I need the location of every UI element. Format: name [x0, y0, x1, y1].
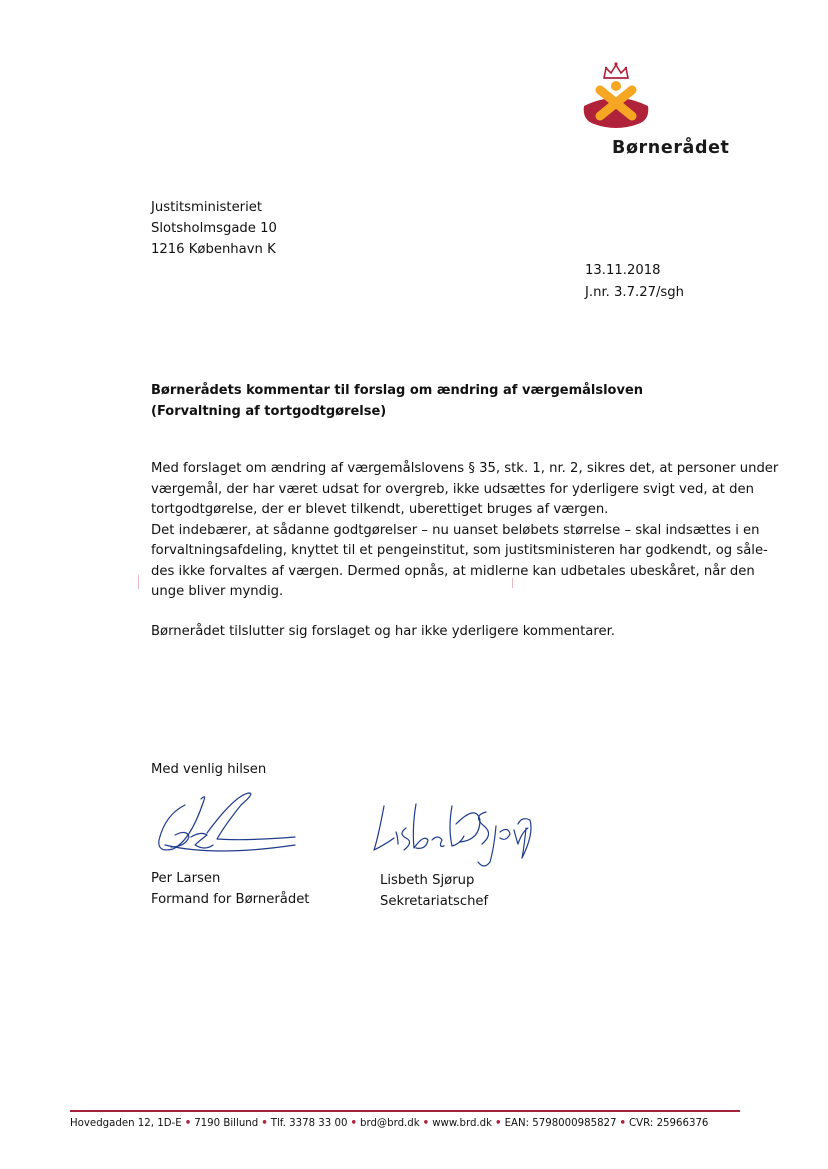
footer-email-link[interactable]: brd@brd.dk	[359, 1118, 420, 1129]
footer-separator: •	[495, 1118, 502, 1129]
footer-contact	[70, 1118, 708, 1129]
signature-lisbeth-sjorup	[368, 798, 538, 873]
scan-mark	[512, 578, 513, 588]
footer-rule	[70, 1110, 740, 1112]
journal-number: J.nr. 3.7.27/sgh	[585, 285, 685, 300]
date-block	[585, 260, 684, 304]
footer-address: Hovedgaden 12, 1D-E	[70, 1118, 182, 1129]
signer-1	[151, 868, 309, 910]
footer-separator: •	[422, 1118, 430, 1129]
body-line: forvaltningsafdeling, knyttet til et pengeinstitut, som justitsministeren har godkendt, og såle-	[151, 543, 768, 558]
signer-2	[380, 870, 488, 912]
recipient-address	[151, 197, 277, 260]
signer-2-title: Sekretariatschef	[380, 894, 489, 909]
subject-line-1: Børnerådets kommentar til forslag om ændring af værgemålsloven	[151, 383, 644, 398]
body-line: des ikke forvaltes af værgen. Dermed opnås, at midlerne kan udbetales ubeskåret, når den	[151, 563, 755, 579]
signature-per-larsen	[145, 785, 305, 865]
footer-cvr: CVR: 25966376	[629, 1118, 709, 1129]
subject-line-2: (Forvaltning af tortgodtgørelse)	[151, 404, 387, 419]
body-line: værgemål, der har været udsat for overgreb, ikke udsættes for yderligere svigt ved, at den	[151, 481, 754, 497]
recipient-name: Justitsministeriet	[151, 200, 263, 215]
recipient-street: Slotsholmsgade 10	[151, 221, 277, 236]
letter-date: 13.11.2018	[585, 263, 661, 278]
footer-separator: •	[184, 1118, 192, 1129]
brand-name: Børnerådet	[612, 138, 730, 158]
body-line: unge bliver myndig.	[151, 584, 284, 599]
body-line: Med forslaget om ændring af værgemålslovens § 35, stk. 1, nr. 2, sikres det, at personer under	[151, 461, 779, 476]
footer-separator: •	[619, 1118, 627, 1129]
crown-x-emblem-icon	[580, 60, 652, 128]
footer-phone: Tlf. 3378 33 00	[270, 1118, 348, 1129]
subject-heading	[151, 380, 643, 422]
footer-city: 7190 Billund	[194, 1118, 259, 1129]
signer-2-name: Lisbeth Sjørup	[380, 873, 475, 888]
recipient-city: 1216 København K	[151, 242, 276, 257]
body-paragraph-2: Børnerådet tilslutter sig forslaget og har ikke yderligere kommentarer.	[151, 624, 615, 639]
closing-greeting: Med venlig hilsen	[151, 762, 267, 777]
body-paragraph-1	[151, 459, 779, 603]
footer-separator: •	[350, 1118, 357, 1129]
footer-website-link[interactable]: www.brd.dk	[432, 1118, 493, 1129]
signer-1-title: Formand for Børnerådet	[151, 892, 310, 907]
footer-ean: EAN: 5798000985827	[504, 1118, 617, 1129]
body-line: tortgodtgørelse, der er blevet tilkendt, uberettiget bruges af værgen.	[151, 502, 609, 517]
scan-mark	[138, 575, 139, 589]
signer-1-name: Per Larsen	[151, 871, 221, 886]
footer-separator: •	[261, 1118, 268, 1129]
body-line: Det indebærer, at sådanne godtgørelser – nu uanset beløbets størrelse – skal indsættes i en	[151, 522, 760, 538]
